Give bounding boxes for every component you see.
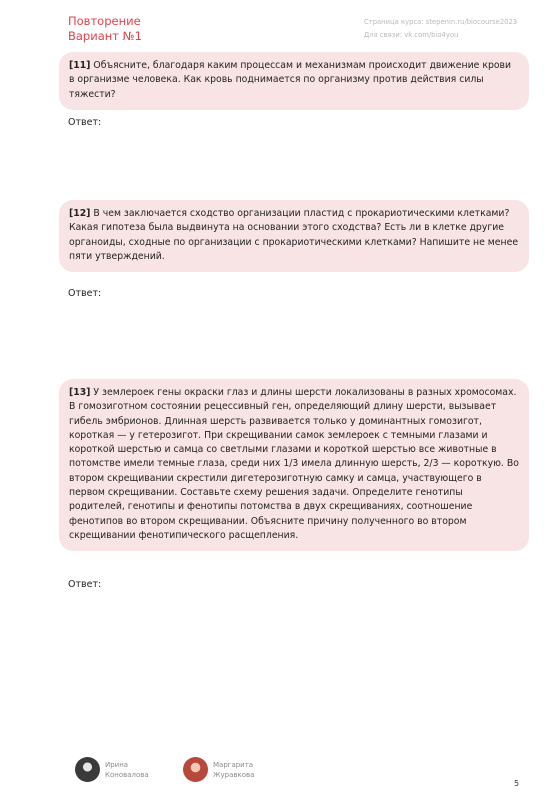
page-number: 5 (514, 779, 520, 788)
question-text: В чем заключается сходство организации пластид с прокариотическими клетками? Какая гипотеза была выдвинута на основании этого сходства? Есть ли в клетке другие органоиды, сходные по организации с прокариотическими клетками? Напишите не менее пяти утверждений. (69, 208, 519, 262)
question-number: [13] (69, 387, 91, 398)
answer-label: Ответ: (68, 288, 102, 299)
avatar (75, 757, 100, 782)
author-first-name: Ирина (105, 761, 129, 769)
question-number: [11] (69, 60, 91, 71)
page-header-links (364, 16, 517, 42)
avatar (183, 757, 208, 782)
question-text: У землероек гены окраски глаз и длины шерсти локализованы в разных хромосомах. В гомозиготном состоянии рецессивный ген, определяющий длину шерсти, вызывает гибель эмбрионов. Длинная шерсть развивается только у доминантных гомозигот, короткая — у гетерозигот. При скрещивании самок землероек с темными глазами и короткой шерстью и самца со светлыми глазами и короткой шерстью все животные в потомстве имели темные глаза, среди них 1/3 имела длинную шерсть, 2/3 — короткую. Во втором скрещивании скрестили дигетерозиготную самку и самца, участвующего в первом скрещивании. Составьте схему решения задачи. Определите генотипы родителей, генотипы и фенотипы потомства в двух скрещиваниях, соотношение фенотипов во втором скрещивании. Объясните причину полученного во втором скрещивании фенотипического расщепления. (69, 387, 519, 541)
question-text: Объясните, благодаря каким процессам и механизмам происходит движение крови в организме человека. Как кровь поднимается по организму против действия силы тяжести? (69, 60, 512, 100)
question-box-12 (59, 200, 529, 272)
author-last-name: Коновалова (105, 771, 149, 779)
question-box-13 (59, 379, 529, 551)
answer-label: Ответ: (68, 117, 102, 128)
author-name (213, 760, 254, 780)
page-header-title (68, 14, 142, 44)
author-first-name: Маргарита (213, 761, 254, 769)
author-name (105, 760, 149, 780)
section-title: Повторение (68, 14, 141, 28)
question-number: [12] (69, 208, 91, 219)
course-link[interactable]: Страница курса: stepenin.ru/biocourse2023 (364, 18, 518, 26)
variant-title: Вариант №1 (68, 29, 142, 43)
question-box-11 (59, 52, 529, 110)
answer-label: Ответ: (68, 579, 102, 590)
author-last-name: Журавкова (213, 771, 255, 779)
contact-link[interactable]: Для связи: vk.com/bio4you (364, 31, 459, 39)
